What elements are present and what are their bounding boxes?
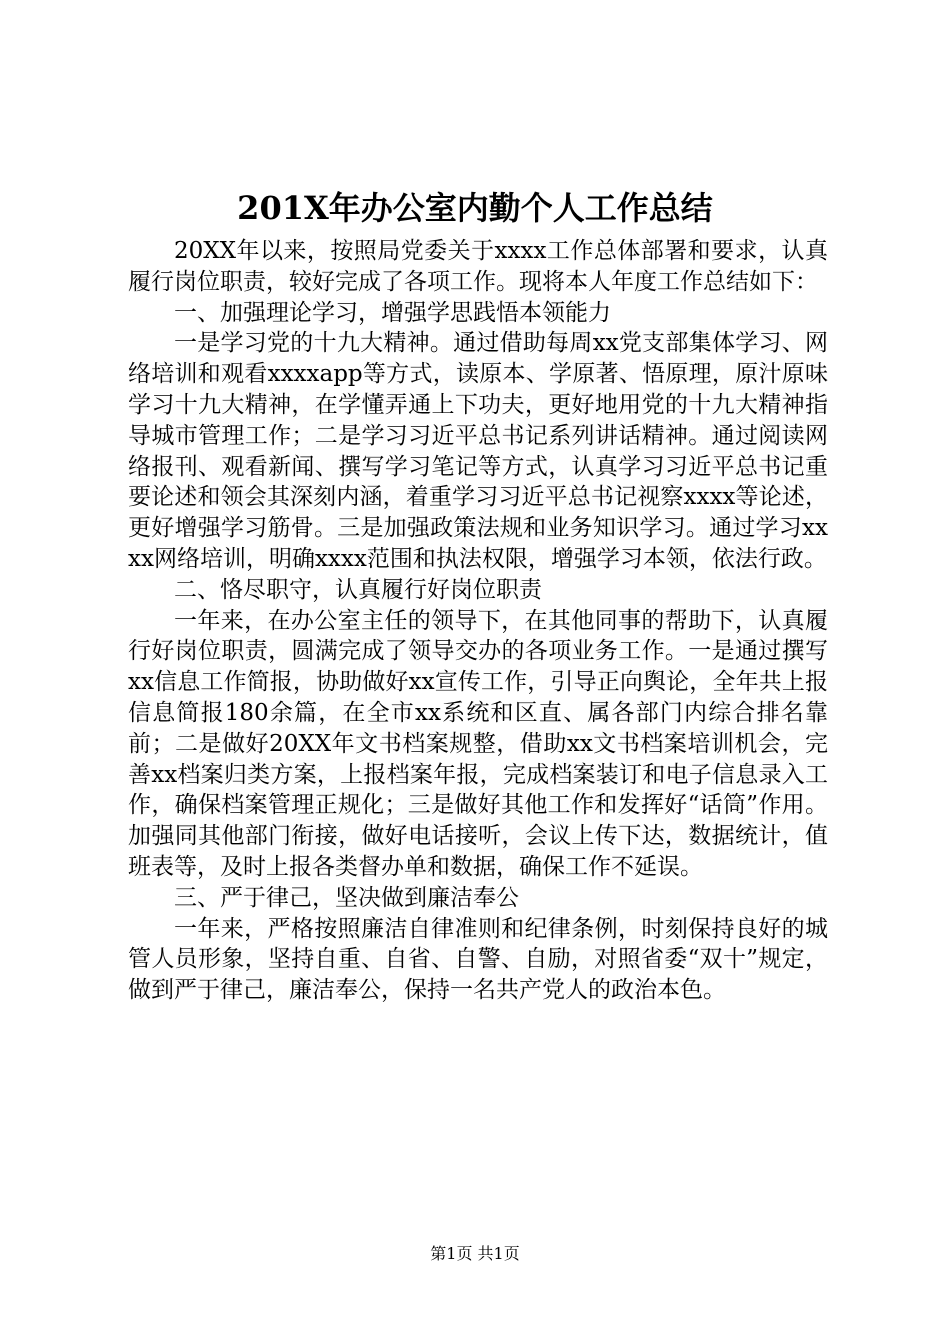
page-footer: 第1页 共1页 [430,1244,520,1263]
section-heading-1: 一、加强理论学习，增强学思践悟本领能力 [174,299,611,326]
paragraph-intro: 20XX年以来，按照局党委关于xxxx工作总体部署和要求，认真履行岗位职责，较好完成了各项工作。现将本人年度工作总结如下： [128,238,828,295]
paragraph-section-2: 一年来，在办公室主任的领导下，在其他同事的帮助下，认真履行好岗位职责，圆满完成了领导交办的各项业务工作。一是通过撰写xx信息工作简报，协助做好xx宣传工作，引导正向舆论，全年共上报信息简报180余篇，在全市xx系统和区直、属各部门内综合排名靠前；二是做好20XX年文书档案规整，借助xx文书档案培训机会，完善xx档案归类方案，上报档案年报，完成档案装订和电子信息录入工作，确保档案管理正规化；三是做好其他工作和发挥好“话筒”作用。加强同其他部门衔接，做好电话接听，会议上传下达，数据统计，值班表等，及时上报各类督办单和数据，确保工作不延误。 [128,607,828,880]
section-heading-2: 二、恪尽职守，认真履行好岗位职责 [174,576,542,603]
document-body [128,236,828,1006]
document-title: 201X年办公室内勤个人工作总结 [237,189,713,227]
paragraph-section-1: 一是学习党的十九大精神。通过借助每周xx党支部集体学习、网络培训和观看xxxxapp等方式，读原本、学原著、悟原理，原汁原味学习十九大精神，在学懂弄通上下功夫，更好地用党的十九大精神指导城市管理工作；二是学习习近平总书记系列讲话精神。通过阅读网络报刊、观看新闻、撰写学习笔记等方式，认真学习习近平总书记重要论述和领会其深刻内涵，着重学习习近平总书记视察xxxx等论述，更好增强学习筋骨。三是加强政策法规和业务知识学习。通过学习xxxx网络培训，明确xxxx范围和执法权限，增强学习本领，依法行政。 [128,330,828,572]
section-heading-3: 三、严于律己，坚决做到廉洁奉公 [174,884,519,911]
paragraph-section-3: 一年来，严格按照廉洁自律准则和纪律条例，时刻保持良好的城管人员形象，坚持自重、自省、自警、自励，对照省委“双十”规定，做到严于律己，廉洁奉公，保持一名共产党人的政治本色。 [128,915,828,1004]
